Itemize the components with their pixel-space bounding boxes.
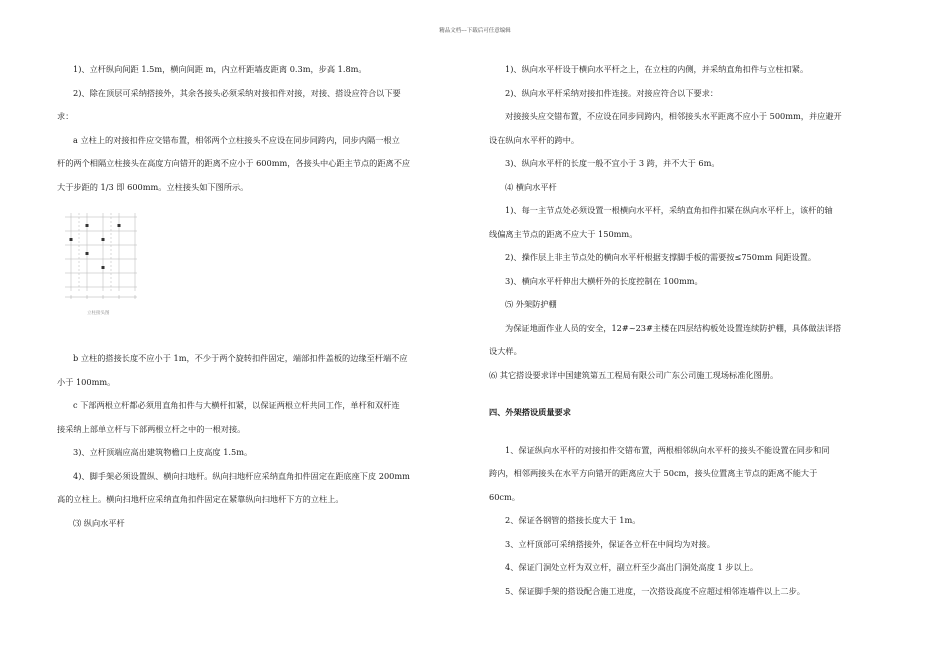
figure-area bbox=[57, 199, 462, 347]
paragraph: a 立柱上的对接扣件应交错布置，相邻两个立柱接头不应设在同步同跨内，同步内隔一根立 bbox=[73, 134, 400, 145]
paragraph: 3)、立杆顶端应高出建筑物檐口上皮高度 1.5m。 bbox=[73, 447, 253, 457]
paragraph: 1)、立杆纵向间距 1.5m，横向间距 m，内立杆距墙皮距离 0.3m，步高 1.8m。 bbox=[73, 64, 367, 74]
paragraph: 设大样。 bbox=[489, 346, 522, 356]
spacer bbox=[489, 425, 894, 439]
paragraph: 线偏离主节点的距离不应大于 150mm。 bbox=[489, 228, 638, 239]
paragraph: 设在纵向水平杆的跨中。 bbox=[489, 134, 580, 145]
left-column bbox=[57, 58, 462, 535]
paragraph: 1)、每一主节点处必须设置一根横向水平杆，采纳直角扣件扣紧在纵向水平杆上，该杆的轴 bbox=[505, 205, 833, 215]
subsection-heading: ⑷ 横向水平杆 bbox=[505, 181, 557, 192]
paragraph: 杆的两个相隔立柱接头在高度方向错开的距离不应小于 600mm，各接头中心距主节点的距离不应 bbox=[57, 158, 411, 168]
spacer bbox=[489, 387, 894, 401]
paragraph: 1、保证纵向水平杆的对接扣件交错布置，两根相邻纵向水平杆的接头不能设置在同步和同 bbox=[505, 444, 830, 455]
subsection-heading: ⑶ 纵向水平杆 bbox=[73, 517, 125, 528]
paragraph: 3)、纵向水平杆的长度一般不宜小于 3 跨，并不大于 6m。 bbox=[505, 158, 720, 168]
paragraph: 跨内，相邻两接头在水平方向错开的距离应大于 50cm，接头位置离主节点的距离不能大于 bbox=[489, 468, 818, 478]
section-heading: 四、外架搭设质量要求 bbox=[489, 407, 571, 417]
paragraph: 2)、除在顶层可采纳搭接外，其余各接头必须采纳对接扣件对接，对接、搭设应符合以下要 bbox=[73, 87, 401, 98]
paragraph: 2、保证各钢管的搭接长度大于 1m。 bbox=[505, 515, 641, 525]
paragraph: 高的立柱上。横向扫地杆应采纳直角扣件固定在紧靠纵向扫地杆下方的立柱上。 bbox=[57, 494, 344, 504]
paragraph: 3、立杆顶部可采纳搭接外，保证各立杆在中间均为对接。 bbox=[505, 538, 715, 549]
paragraph: 3)、横向水平杆伸出大横杆外的长度控制在 100mm。 bbox=[505, 275, 703, 286]
paragraph: 求： bbox=[57, 111, 74, 121]
paragraph: b 立柱的搭接长度不应小于 1m，不少于两个旋转扣件固定，端部扣件盖板的边缘至杆端不应 bbox=[73, 353, 408, 363]
figure-caption: 立柱接头图 bbox=[87, 311, 110, 316]
paragraph: 大于步距的 1/3 即 600mm。立柱接头如下图所示。 bbox=[57, 181, 249, 192]
paragraph: c 下部两根立杆都必须用直角扣件与大横杆扣紧，以保证两根立杆共同工作，单杆和双杆连 bbox=[73, 400, 400, 410]
paragraph: ⑹ 其它搭设要求详中国建筑第五工程局有限公司广东公司施工现场标准化图册。 bbox=[489, 369, 779, 380]
subsection-heading: ⑸ 外架防护棚 bbox=[505, 299, 557, 309]
paragraph: 接采纳上部单立杆与下部两根立杆之中的一根对接。 bbox=[57, 423, 246, 434]
page-header: 精品文档---下载后可任意编辑 bbox=[439, 28, 511, 34]
paragraph: 2)、纵向水平杆采纳对接扣件连接。对接应符合以下要求： bbox=[505, 87, 719, 98]
paragraph: 小于 100mm。 bbox=[57, 376, 116, 387]
paragraph: 为保证地面作业人员的安全，12#~23#主楼在四层结构板处设置连续防护棚，具体做法详搭 bbox=[505, 322, 842, 333]
paragraph: 2)、操作层上非主节点处的横向水平杆根据支撑脚手板的需要按≤750mm 间距设置。 bbox=[505, 252, 817, 262]
paragraph: 4、保证门洞处立杆为双立杆，副立杆至少高出门洞处高度 1 步以上。 bbox=[505, 562, 759, 572]
right-column bbox=[489, 58, 894, 603]
paragraph: 1)、纵向水平杆设于横向水平杆之上，在立柱的内侧，并采纳直角扣件与立柱扣紧。 bbox=[505, 64, 809, 74]
paragraph: 60cm。 bbox=[489, 491, 520, 502]
paragraph: 5、保证脚手架的搭设配合施工进度，一次搭设高度不应超过相邻连墙件以上二步。 bbox=[505, 585, 805, 596]
pole-joint-figure bbox=[57, 207, 147, 305]
paragraph: 4)、脚手架必须设置纵、横向扫地杆。纵向扫地杆应采纳直角扣件固定在距底座下皮 200mm bbox=[73, 470, 410, 481]
paragraph: 对接接头应交错布置，不应设在同步同跨内，相邻接头水平距离不应小于 500mm，并应避开 bbox=[505, 111, 842, 121]
